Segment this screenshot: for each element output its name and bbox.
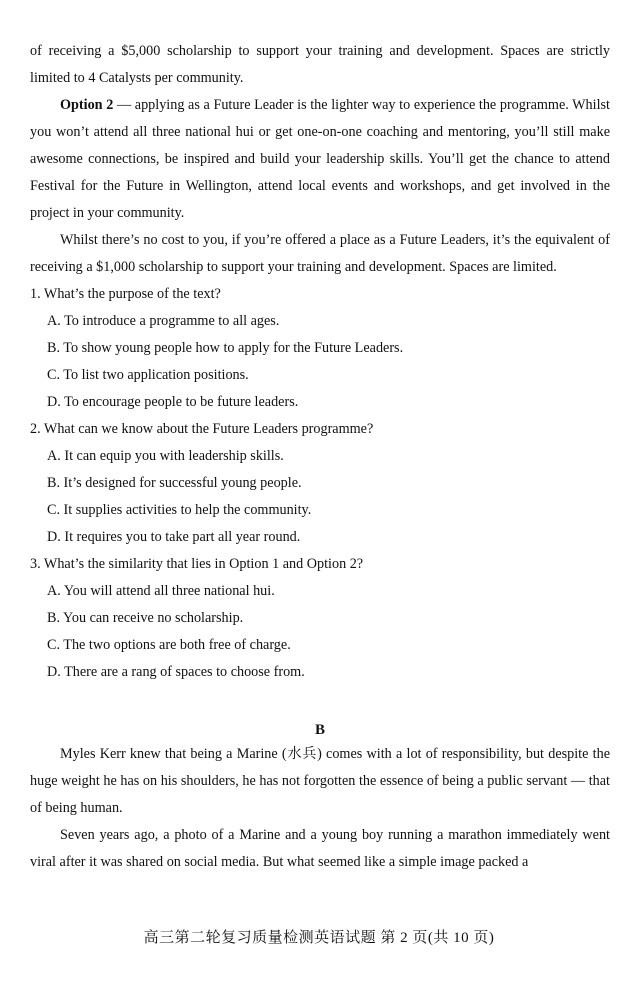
choice-c: C. To list two application positions. (47, 367, 249, 383)
choice-c: C. It supplies activities to help the community. (47, 502, 312, 518)
choice-a: A. To introduce a programme to all ages. (47, 313, 280, 329)
choice-d: D. It requires you to take part all year round. (47, 529, 301, 545)
question-stem: 1. What’s the purpose of the text? (30, 286, 221, 302)
passage-a-option2-paragraph (30, 92, 610, 227)
choice-d: D. To encourage people to be future leaders. (47, 394, 299, 410)
question-2 (30, 416, 610, 551)
page-footer: 高三第二轮复习质量检测英语试题 第 2 页(共 10 页) (143, 930, 495, 946)
passage-a-paragraph-3: Whilst there’s no cost to you, if you’re offered a place as a Future Leaders, it’s the equivalent of receiving a $1,000 scholarship to support your training and development. Spaces are limited. (30, 232, 610, 275)
choice-b: B. It’s designed for successful young people. (47, 475, 302, 491)
option2-label: Option 2 (60, 97, 114, 113)
passage-a-paragraph-1: of receiving a $5,000 scholarship to support your training and development. Spaces are strictly limited to 4 Catalysts per community. (30, 43, 610, 86)
question-stem: 3. What’s the similarity that lies in Option 1 and Option 2? (30, 556, 364, 572)
choice-a: A. You will attend all three national hui. (47, 583, 275, 599)
page-content (30, 38, 610, 876)
question-stem: 2. What can we know about the Future Leaders programme? (30, 421, 374, 437)
option2-text: — applying as a Future Leader is the lighter way to experience the programme. Whilst you won’t attend all three national hui or get one-on-one coaching and mentoring, you’ll still make awesome connections, be inspired and build your leadership skills. You’ll get the chance to attend Festival for the Future in Wellington, attend local events and workshops, and get involved in the project in your community. (30, 97, 611, 221)
choice-b: B. To show young people how to apply for the Future Leaders. (47, 340, 404, 356)
choice-a: A. It can equip you with leadership skills. (47, 448, 284, 464)
choice-d: D. There are a rang of spaces to choose from. (47, 664, 305, 680)
question-3 (30, 551, 610, 686)
choice-b: B. You can receive no scholarship. (47, 610, 244, 626)
section-b-title: B (314, 722, 325, 738)
passage-b-paragraph-1: Myles Kerr knew that being a Marine (水兵) comes with a lot of responsibility, but despite the huge weight he has on his shoulders, he has not forgotten the essence of being a public servant — that of being human. (30, 746, 610, 816)
question-1 (30, 281, 610, 416)
passage-b-paragraph-2: Seven years ago, a photo of a Marine and a young boy running a marathon immediately went viral after it was shared on social media. But what seemed like a simple image packed a (30, 827, 610, 870)
choice-c: C. The two options are both free of charge. (47, 637, 291, 653)
